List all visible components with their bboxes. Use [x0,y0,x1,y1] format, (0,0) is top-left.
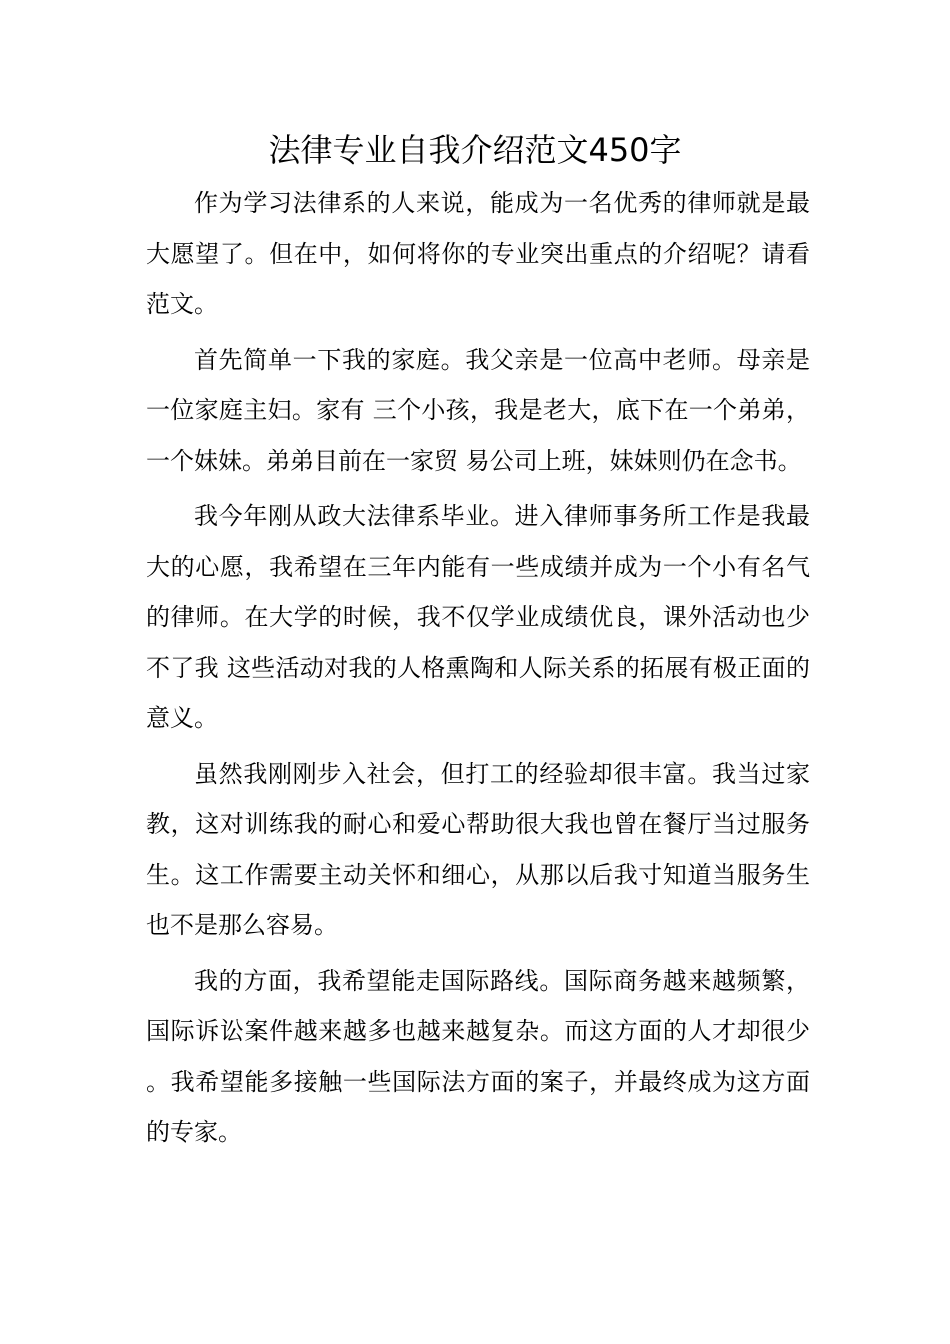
paragraph: 首先简单一下我的家庭。我父亲是一位高中老师。母亲是一位家庭主妇。家有 三个小孩，我是老大，底下在一个弟弟，一个妹妹。弟弟目前在一家贸 易公司上班，妹妹则仍在念书。 [146,345,810,475]
document-body [146,178,810,1163]
paragraph: 我今年刚从政大法律系毕业。进入律师事务所工作是我最大的心愿，我希望在三年内能有一些成绩并成为一个小有名气的律师。在大学的时候，我不仅学业成绩优良，课外活动也少不了我 这些活动对我的人格熏陶和人际关系的拓展有极正面的意义。 [146,502,810,732]
paragraph: 虽然我刚刚步入社会，但打工的经验却很丰富。我当过家教，这对训练我的耐心和爱心帮助很大我也曾在餐厅当过服务生。这工作需要主动关怀和细心，从那以后我寸知道当服务生也不是那么容易。 [146,759,810,939]
document-title: 法律专业自我介绍范文450字 [268,131,682,169]
paragraph: 我的方面，我希望能走国际路线。国际商务越来越频繁，国际诉讼案件越来越多也越来越复杂。而这方面的人才却很少。我希望能多接触一些国际法方面的案子，并最终成为这方面的专家。 [146,966,810,1146]
paragraph: 作为学习法律系的人来说，能成为一名优秀的律师就是最大愿望了。但在中，如何将你的专业突出重点的介绍呢？请看范文。 [146,189,810,318]
